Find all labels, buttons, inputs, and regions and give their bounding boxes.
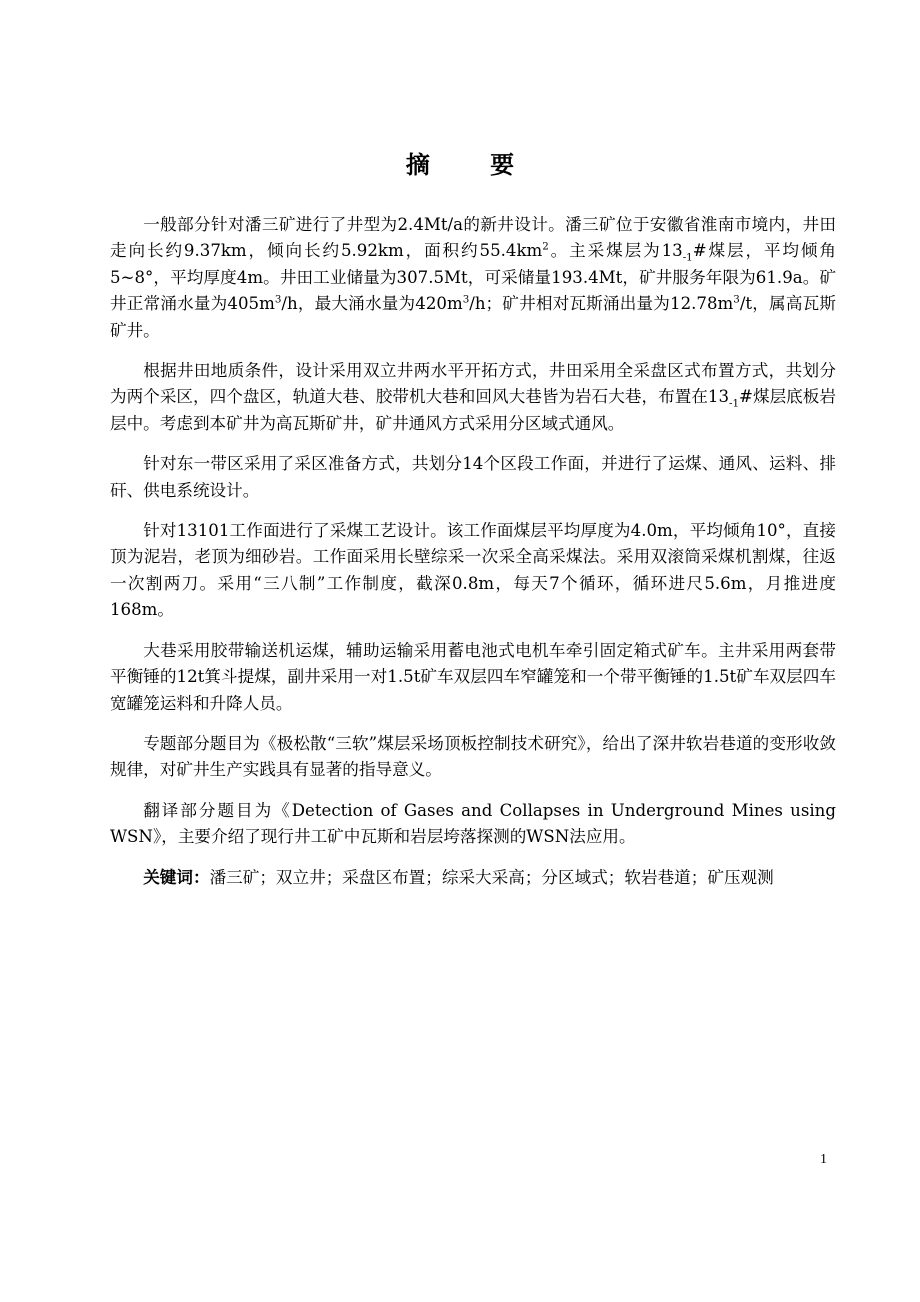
paragraph (110, 638, 836, 717)
subscript-text: -1 (682, 251, 693, 264)
paragraph (110, 798, 836, 851)
paragraph-text: /h；矿井相对瓦斯涌出量为12.78m (469, 294, 734, 314)
paragraph-text: 。主采煤层为13 (548, 241, 683, 261)
paragraph-text: 一般部分针对潘三矿进行了井型为2.4Mt/a的新井设计。潘三矿位于安徽省淮南市境内，井田走向长约9.37km，倾向长约5.92km，面积约55.4km (110, 215, 836, 261)
subscript-text: -1 (729, 397, 740, 410)
keywords-line (110, 865, 836, 891)
paragraph-text: 专题部分题目为《极松散“三软”煤层采场顶板控制技术研究》，给出了深井软岩巷道的变形收敛规律，对矿井生产实践具有显著的指导意义。 (110, 733, 836, 780)
paragraph-text: #煤层，平均倾角5~8°，平均厚度4m。井田工业储量为307.5Mt，可采储量193.4Mt，矿井服务年限为61.9a。矿井正常涌水量为405m (110, 241, 836, 314)
superscript-text: 3 (274, 293, 282, 306)
paragraph-text: /h，最大涌水量为420m (281, 294, 463, 314)
paragraph (110, 451, 836, 504)
superscript-text: 3 (462, 293, 470, 306)
paragraph-text: /t，属高瓦斯矿井。 (110, 294, 836, 340)
paragraph-text: #煤层底板岩层中。考虑到本矿井为高瓦斯矿井，矿井通风方式采用分区域式通风。 (110, 387, 836, 433)
superscript-text: 3 (733, 293, 740, 306)
keywords-label: 关键词： (143, 867, 210, 887)
page-number: 1 (820, 1152, 827, 1167)
abstract-body (110, 212, 836, 891)
paragraph (110, 731, 836, 784)
paragraph-text: 根据井田地质条件，设计采用双立井两水平开拓方式，井田采用全采盘区式布置方式，共划分为两个采区，四个盘区，轨道大巷、胶带机大巷和回风大巷皆为岩石大巷，布置在13 (110, 361, 836, 407)
paragraph (110, 518, 836, 624)
superscript-text: 2 (542, 240, 549, 253)
paragraph-text: 大巷采用胶带输送机运煤，辅助运输采用蓄电池式电机车牵引固定箱式矿车。主井采用两套带平衡锤的12t箕斗提煤，副井采用一对1.5t矿车双层四车窄罐笼和一个带平衡锤的1.5t矿车双层四车宽罐笼运料和升降人员。 (110, 640, 836, 713)
paragraph-text: 针对东一带区采用了采区准备方式，共划分14个区段工作面，并进行了运煤、通风、运料、排矸、供电系统设计。 (110, 454, 836, 500)
paragraph (110, 212, 836, 344)
paragraph (110, 358, 836, 437)
paragraph-text: 翻译部分题目为《Detection of Gases and Collapses in Underground Mines using WSN》，主要介绍了现行井工矿中瓦斯和岩层垮落探测的WSN法应用。 (110, 800, 836, 847)
paragraph-text: 针对13101工作面进行了采煤工艺设计。该工作面煤层平均厚度为4.0m，平均倾角10°，直接顶为泥岩，老顶为细砂岩。工作面采用长壁综采一次采全高采煤法。采用双滚筒采煤机割煤，往返一次割两刀。采用“三八制”工作制度，截深0.8m，每天7个循环，循环进尺5.6m，月推进度168m。 (110, 521, 836, 620)
page-title: 摘 要 (405, 151, 541, 179)
keywords-text: 潘三矿；双立井；采盘区布置；综采大采高；分区域式；软岩巷道；矿压观测 (209, 867, 774, 887)
